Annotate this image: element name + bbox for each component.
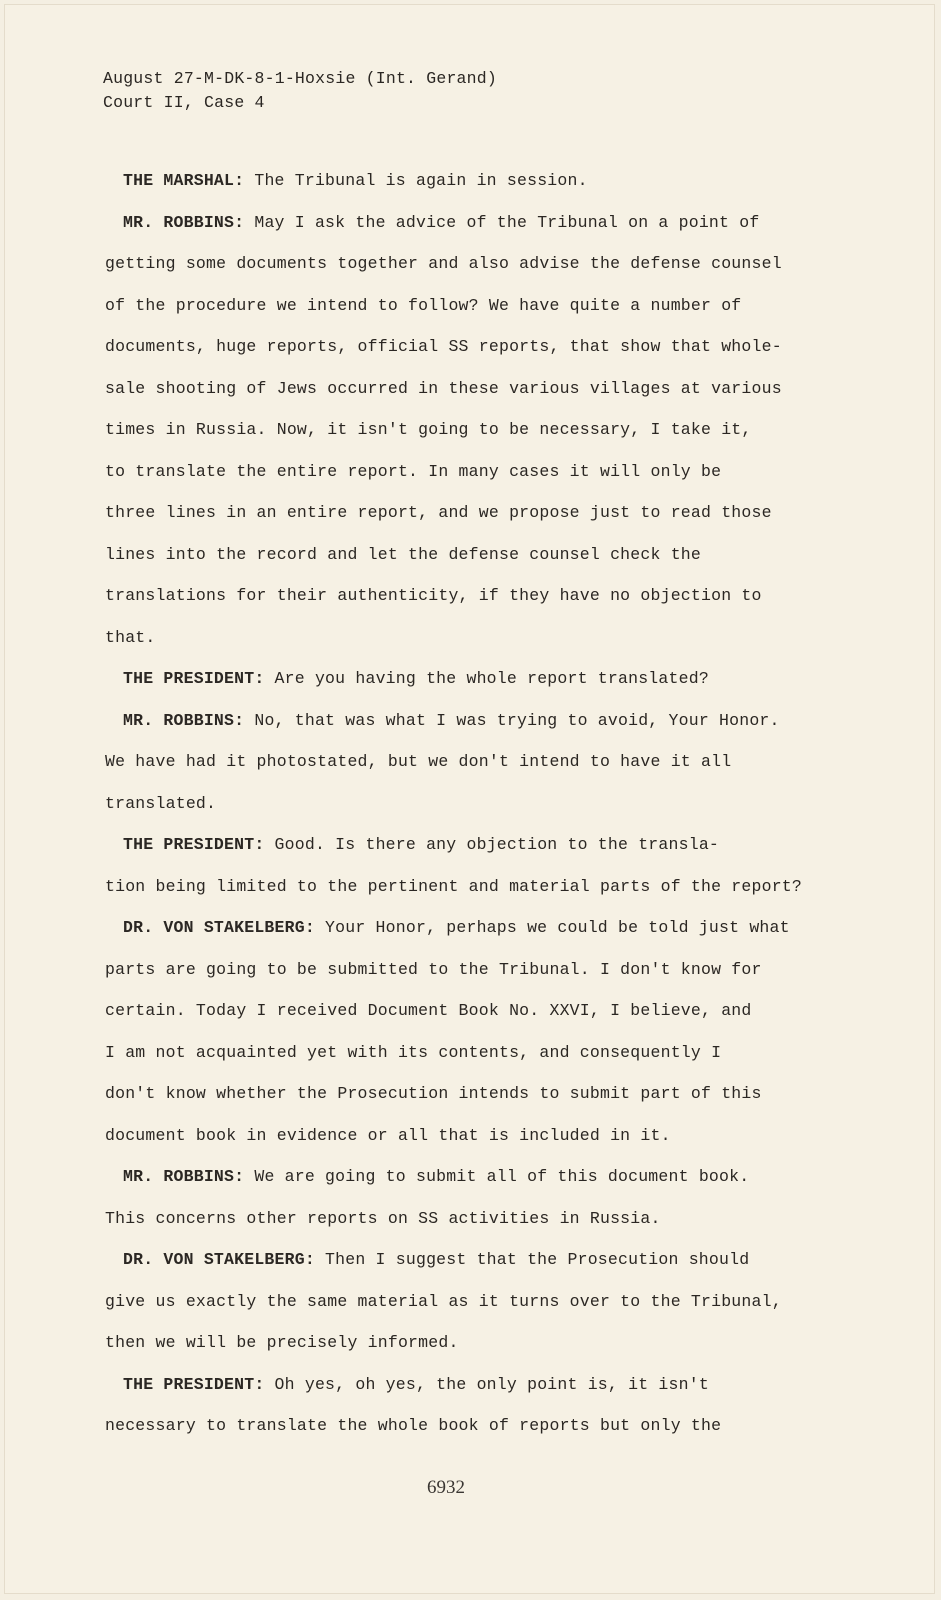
transcript-line	[105, 253, 825, 295]
line-text: tion being limited to the pertinent and material parts of the report?	[105, 876, 803, 896]
speaker-label: MR. ROBBINS:	[123, 710, 245, 730]
page-number: 6932	[427, 1477, 465, 1498]
transcript-line	[105, 710, 825, 752]
transcript-line	[105, 834, 825, 876]
transcript-body	[105, 170, 825, 1457]
header-court-case: Court II, Case 4	[103, 93, 265, 112]
transcript-line	[105, 461, 825, 503]
transcript-line	[105, 170, 825, 212]
line-text: sale shooting of Jews occurred in these various villages at various	[105, 378, 782, 398]
speaker-label: THE PRESIDENT:	[123, 1374, 265, 1394]
line-text: document book in evidence or all that is included in it.	[105, 1125, 671, 1145]
line-text: documents, huge reports, official SS reports, that show that whole-	[105, 337, 782, 356]
line-text: don't know whether the Prosecution intends to submit part of this	[105, 1084, 762, 1103]
speaker-label: DR. VON STAKELBERG:	[123, 918, 315, 937]
line-text: necessary to translate the whole book of reports but only the	[105, 1416, 722, 1435]
transcript-line	[105, 793, 825, 835]
speaker-label: THE PRESIDENT:	[123, 835, 265, 854]
transcript-line	[105, 668, 825, 710]
transcript-line	[105, 1249, 825, 1291]
transcript-line	[105, 1042, 825, 1084]
transcript-line	[105, 212, 825, 254]
speaker-label: DR. VON STAKELBERG:	[123, 1250, 315, 1269]
line-text: that.	[105, 627, 156, 647]
line-text: No, that was what I was trying to avoid, Your Honor.	[254, 710, 780, 730]
document-page	[4, 4, 935, 1594]
transcript-line	[105, 585, 825, 627]
transcript-line	[105, 419, 825, 461]
line-text: times in Russia. Now, it isn't going to be necessary, I take it,	[105, 420, 752, 439]
line-text: certain. Today I received Document Book No. XXVI, I believe, and	[105, 1001, 752, 1020]
line-text: I am not acquainted yet with its contents, and consequently I	[105, 1042, 722, 1062]
transcript-line	[105, 1125, 825, 1167]
transcript-line	[105, 1083, 825, 1125]
transcript-line	[105, 1000, 825, 1042]
line-text: then we will be precisely informed.	[105, 1333, 459, 1352]
transcript-line	[105, 1415, 825, 1457]
line-text: to translate the entire report. In many cases it will only be	[105, 461, 722, 481]
transcript-line	[105, 295, 825, 337]
line-text: three lines in an entire report, and we propose just to read those	[105, 503, 772, 522]
line-text: This concerns other reports on SS activities in Russia.	[105, 1208, 661, 1228]
line-text: parts are going to be submitted to the Tribunal. I don't know for	[105, 959, 762, 979]
speaker-label: MR. ROBBINS:	[123, 1167, 245, 1186]
header-reference: August 27-M-DK-8-1-Hoxsie (Int. Gerand)	[103, 69, 497, 88]
line-text: Are you having the whole report translated?	[274, 669, 709, 688]
transcript-line	[105, 336, 825, 378]
line-text: We have had it photostated, but we don't intend to have it all	[105, 752, 732, 771]
transcript-line	[105, 1208, 825, 1250]
line-text: translations for their authenticity, if they have no objection to	[105, 586, 762, 605]
speaker-label: MR. ROBBINS:	[123, 212, 245, 232]
transcript-line	[105, 627, 825, 669]
line-text: give us exactly the same material as it turns over to the Tribunal,	[105, 1291, 782, 1311]
transcript-line	[105, 959, 825, 1001]
transcript-line	[105, 378, 825, 420]
transcript-line	[105, 1374, 825, 1416]
transcript-line	[105, 1291, 825, 1333]
transcript-line	[105, 1166, 825, 1208]
line-text: getting some documents together and also advise the defense counsel	[105, 254, 782, 273]
line-text: translated.	[105, 793, 217, 813]
line-text: Good. Is there any objection to the transla-	[274, 835, 720, 854]
line-text: Your Honor, perhaps we could be told just what	[325, 918, 790, 937]
transcript-line	[105, 876, 825, 918]
transcript-line	[105, 502, 825, 544]
line-text: Oh yes, oh yes, the only point is, it isn't	[274, 1374, 709, 1394]
speaker-label: THE PRESIDENT:	[123, 669, 265, 688]
line-text: The Tribunal is again in session.	[254, 171, 588, 190]
speaker-label: THE MARSHAL:	[123, 171, 245, 190]
line-text: lines into the record and let the defense counsel check the	[105, 544, 701, 564]
transcript-line	[105, 544, 825, 586]
transcript-line	[105, 751, 825, 793]
line-text: May I ask the advice of the Tribunal on a point of	[254, 212, 760, 232]
transcript-line	[105, 917, 825, 959]
line-text: Then I suggest that the Prosecution should	[325, 1250, 750, 1269]
transcript-line	[105, 1332, 825, 1374]
line-text: of the procedure we intend to follow? We have quite a number of	[105, 295, 742, 315]
line-text: We are going to submit all of this document book.	[254, 1167, 750, 1186]
